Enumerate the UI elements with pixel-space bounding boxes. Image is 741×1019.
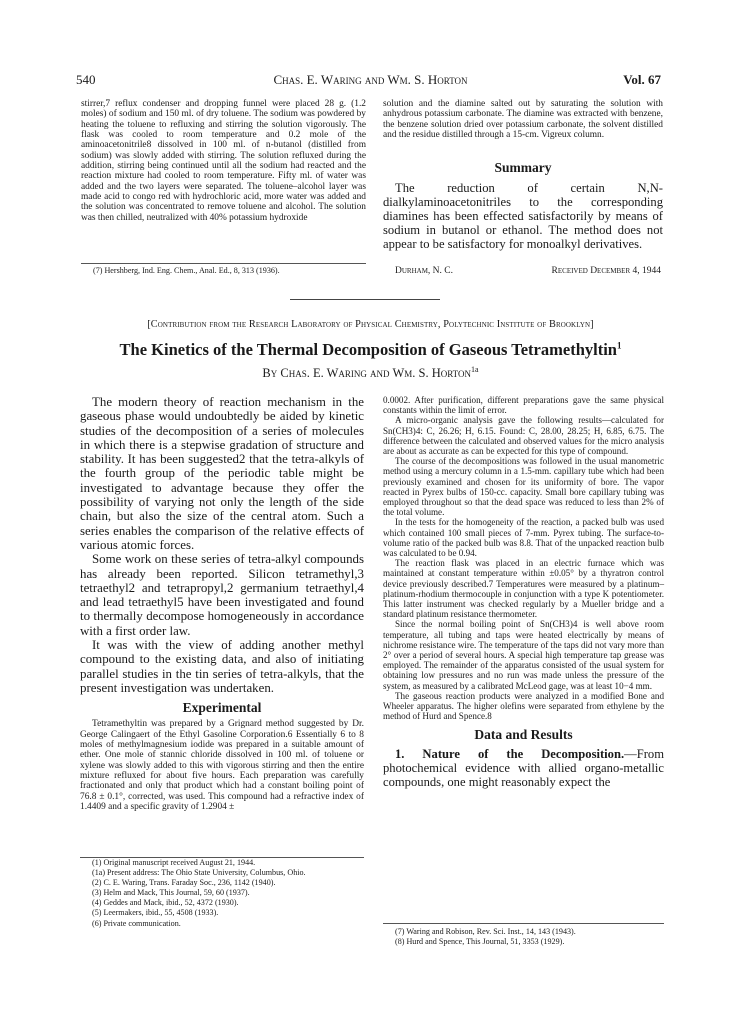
page-number: 540 bbox=[76, 72, 96, 87]
article-title-footnote-mark: 1 bbox=[616, 340, 622, 351]
byline bbox=[40, 365, 701, 381]
top-left-text bbox=[81, 99, 366, 223]
footnote-1: (1) Original manuscript received August 21, 1944. bbox=[92, 858, 256, 867]
volume-label: Vol. 67 bbox=[623, 72, 661, 87]
footnote-1a: (1a) Present address: The Ohio State University, Columbus, Ohio. bbox=[92, 868, 306, 878]
signoff-received bbox=[552, 266, 661, 276]
right-paragraph-2: A micro-organic analysis gave the following results—calculated for Sn(CH3)4: C, 26.26; H, 6.15. Found: C, 28.00, 28.25; H, 6.85, 6.75. The difference between the calculated and observed values for the micro analysis are about as accurate as can be expected for this type of compound. bbox=[383, 415, 664, 457]
left-column bbox=[80, 395, 364, 812]
running-title: Chas. E. Waring and Wm. S. Horton bbox=[273, 72, 468, 87]
footnote-5: (5) Leermakers, ibid., 55, 4508 (1933). bbox=[92, 908, 219, 918]
data-results-text: —From photochemical evidence with allied organo-metallic compounds, one might reasonably expect the bbox=[383, 746, 664, 789]
right-paragraph-3: The course of the decompositions was followed in the usual manometric method using a mercury column in a 1.5-mm. capillary tube which had been previously examined and chosen for its uniformity of bore. The vapor reacted in Pyrex bulbs of 150-cc. capacity. Small bore capillary tubing was employed throughout so that the dead space was reduced to less than 2% of the total volume. bbox=[383, 456, 664, 518]
signoff-place bbox=[395, 266, 453, 276]
top-left-paragraph: stirrer,7 reflux condenser and dropping funnel were placed 28 g. (1.2 moles) of sodium and 150 ml. of dry toluene. The sodium was powdered by heating the toluene to refluxing and stirring the solution vigorously. The flask was cooled to room temperature and 0.2 mole of the aminoacetonitrile8 dissolved in 100 ml. of n-butanol (distilled from sodium) was slowly added with stirring. The solution refluxed during the addition, stirring being continued until all the sodium had reacted and the reaction mixture had cooled to room temperature. Fifty ml. of water was added and the two layers were separated. The toluene–alcohol layer was made acid to congo red with hydrochloric acid, more water was added and the solution was concentrated to remove toluene and alcohol. The solution was then chilled, neutralized with 40% potassium hydroxide bbox=[81, 99, 366, 223]
data-results-heading: Data and Results bbox=[474, 726, 573, 742]
right-column bbox=[383, 395, 664, 789]
intro-paragraph-1: The modern theory of reaction mechanism in the gaseous phase would undoubtedly be aided by kinetic studies of the decomposition of a series of molecules in which there is a stepwise gradation of structure and stability. It has been suggested2 that the tetra-alkyls of the fourth group of the periodic table might be investigated to advantage because they offer the possibility of varying not only the length of the side chain, but also the size of the central atom. Such a series enables the comparison of the relative effects of various atomic forces. bbox=[80, 395, 364, 552]
article-title bbox=[40, 340, 701, 360]
byline-footnote-mark: 1a bbox=[471, 365, 479, 374]
footnote-2: (2) C. E. Waring, Trans. Faraday Soc., 236, 1142 (1940). bbox=[92, 878, 276, 888]
signoff-received-text: Received December 4, 1944 bbox=[551, 266, 661, 276]
footnote-6: (6) Private communication. bbox=[92, 918, 181, 928]
summary-heading: Summary bbox=[494, 160, 552, 175]
signoff-place-text: Durham, N. C. bbox=[395, 266, 453, 276]
data-results-lead: 1. Nature of the Decomposition. bbox=[395, 746, 625, 761]
top-right-text bbox=[383, 99, 663, 140]
top-right-paragraph: solution and the diamine salted out by saturating the solution with anhydrous potassium carbonate. The diamine was extracted with benzene, the benzene solution dried over potassium carbonate, the solvent distilled and the residue distilled through a 15-cm. Vigreux column. bbox=[383, 99, 663, 141]
contribution-line: [Contribution from the Research Laboratory of Physical Chemistry, Polytechnic Institute of Brooklyn] bbox=[147, 319, 594, 330]
right-footnotes bbox=[383, 927, 664, 947]
data-results-paragraph bbox=[383, 747, 664, 789]
right-paragraph-7: The gaseous reaction products were analyzed in a modified Bone and Wheeler apparatus. The higher olefins were separated from ethylene by the method of Hurd and Spence.8 bbox=[383, 690, 664, 722]
experimental-heading: Experimental bbox=[182, 700, 262, 716]
summary-text: The reduction of certain N,N-dialkylaminoacetonitriles to the corresponding diamines has been effected satisfactorily by means of sodium in butanol or ethanol. The method does not appear to be satisfactory for monoalkyl derivatives. bbox=[383, 181, 663, 252]
intro-paragraph-2: Some work on these series of tetra-alkyl compounds has already been reported. Silicon tetramethyl,3 tetraethyl2 and tetrapropyl,2 germanium tetraethyl,4 and lead tetraethyl5 have been investigated and found to thermally decompose homogeneously in accordance with a first order law. bbox=[80, 552, 364, 638]
right-paragraph-4: In the tests for the homogeneity of the reaction, a packed bulb was used which contained 100 small pieces of 7-mm. Pyrex tubing. The surface-to-volume ratio of the packed bulb was 8.8. That of the unpacked reaction bulb was calculated to be 0.94. bbox=[383, 517, 664, 559]
article-title-text: The Kinetics of the Thermal Decomposition of Gaseous Tetramethyltin bbox=[119, 340, 617, 359]
top-left-footnote: (7) Hershberg, Ind. Eng. Chem., Anal. Ed., 8, 313 (1936). bbox=[93, 266, 280, 275]
footnote-3: (3) Helm and Mack, This Journal, 59, 60 (1937). bbox=[92, 888, 250, 898]
intro-paragraph-3: It was with the view of adding another methyl compound to the existing data, and also of initiating parallel studies in the tin series of tetra-alkyls, that the present investigation was undertaken. bbox=[80, 638, 364, 695]
right-paragraph-1: 0.0002. After purification, different preparations gave the same physical constants within the limit of error. bbox=[383, 395, 664, 416]
footnote-7: (7) Waring and Robison, Rev. Sci. Inst., 14, 143 (1943). bbox=[395, 927, 576, 936]
footnote-4: (4) Geddes and Mack, ibid., 52, 4372 (1930). bbox=[92, 898, 239, 908]
footnote-8: (8) Hurd and Spence, This Journal, 51, 3353 (1929). bbox=[395, 937, 565, 947]
footnote-divider bbox=[81, 263, 366, 264]
article-separator bbox=[290, 299, 440, 300]
byline-text: By Chas. E. Waring and Wm. S. Horton bbox=[262, 366, 472, 381]
right-paragraph-5: The reaction flask was placed in an electric furnace which was maintained at constant temperature within ±0.05° by a thyratron control device previously described.7 Temperatures were measured by a platinum–platinum-rhodium thermocouple in conjunction with a type K potentiometer. This latter instrument was checked regularly by a Mueller bridge and a standard platinum resistance thermometer. bbox=[383, 558, 664, 620]
right-footnote-divider bbox=[383, 923, 664, 924]
right-paragraph-6: Since the normal boiling point of Sn(CH3)4 is well above room temperature, all tubing and taps were heated electrically by means of nichrome resistance wire. The temperature of the taps did not vary more than 2° over a period of several hours. A special high temperature tap grease was employed. The remainder of the apparatus consisted of the usual system for obtaining low pressures and no run was made unless the pressure of the system, as measured by a calibrated McLeod gage, was at least 10−4 mm. bbox=[383, 619, 664, 691]
experimental-paragraph: Tetramethyltin was prepared by a Grignard method suggested by Dr. George Calingaert of the Ethyl Gasoline Corporation.6 Essentially 6 to 8 moles of methylmagnesium iodide was prepared in a suitable amount of ether. One mole of stannic chloride dissolved in 100 ml. of toluene or xylene was slowly added to this with vigorous stirring and then the entire mixture refluxed for about five hours. Each preparation was carefully fractionated and only that product which had a constant boiling point of 76.8 ± 0.1°, corrected, was used. This compound had a refractive index of 1.4409 and a specific gravity of 1.2904 ± bbox=[80, 719, 364, 812]
left-footnotes bbox=[80, 858, 364, 929]
